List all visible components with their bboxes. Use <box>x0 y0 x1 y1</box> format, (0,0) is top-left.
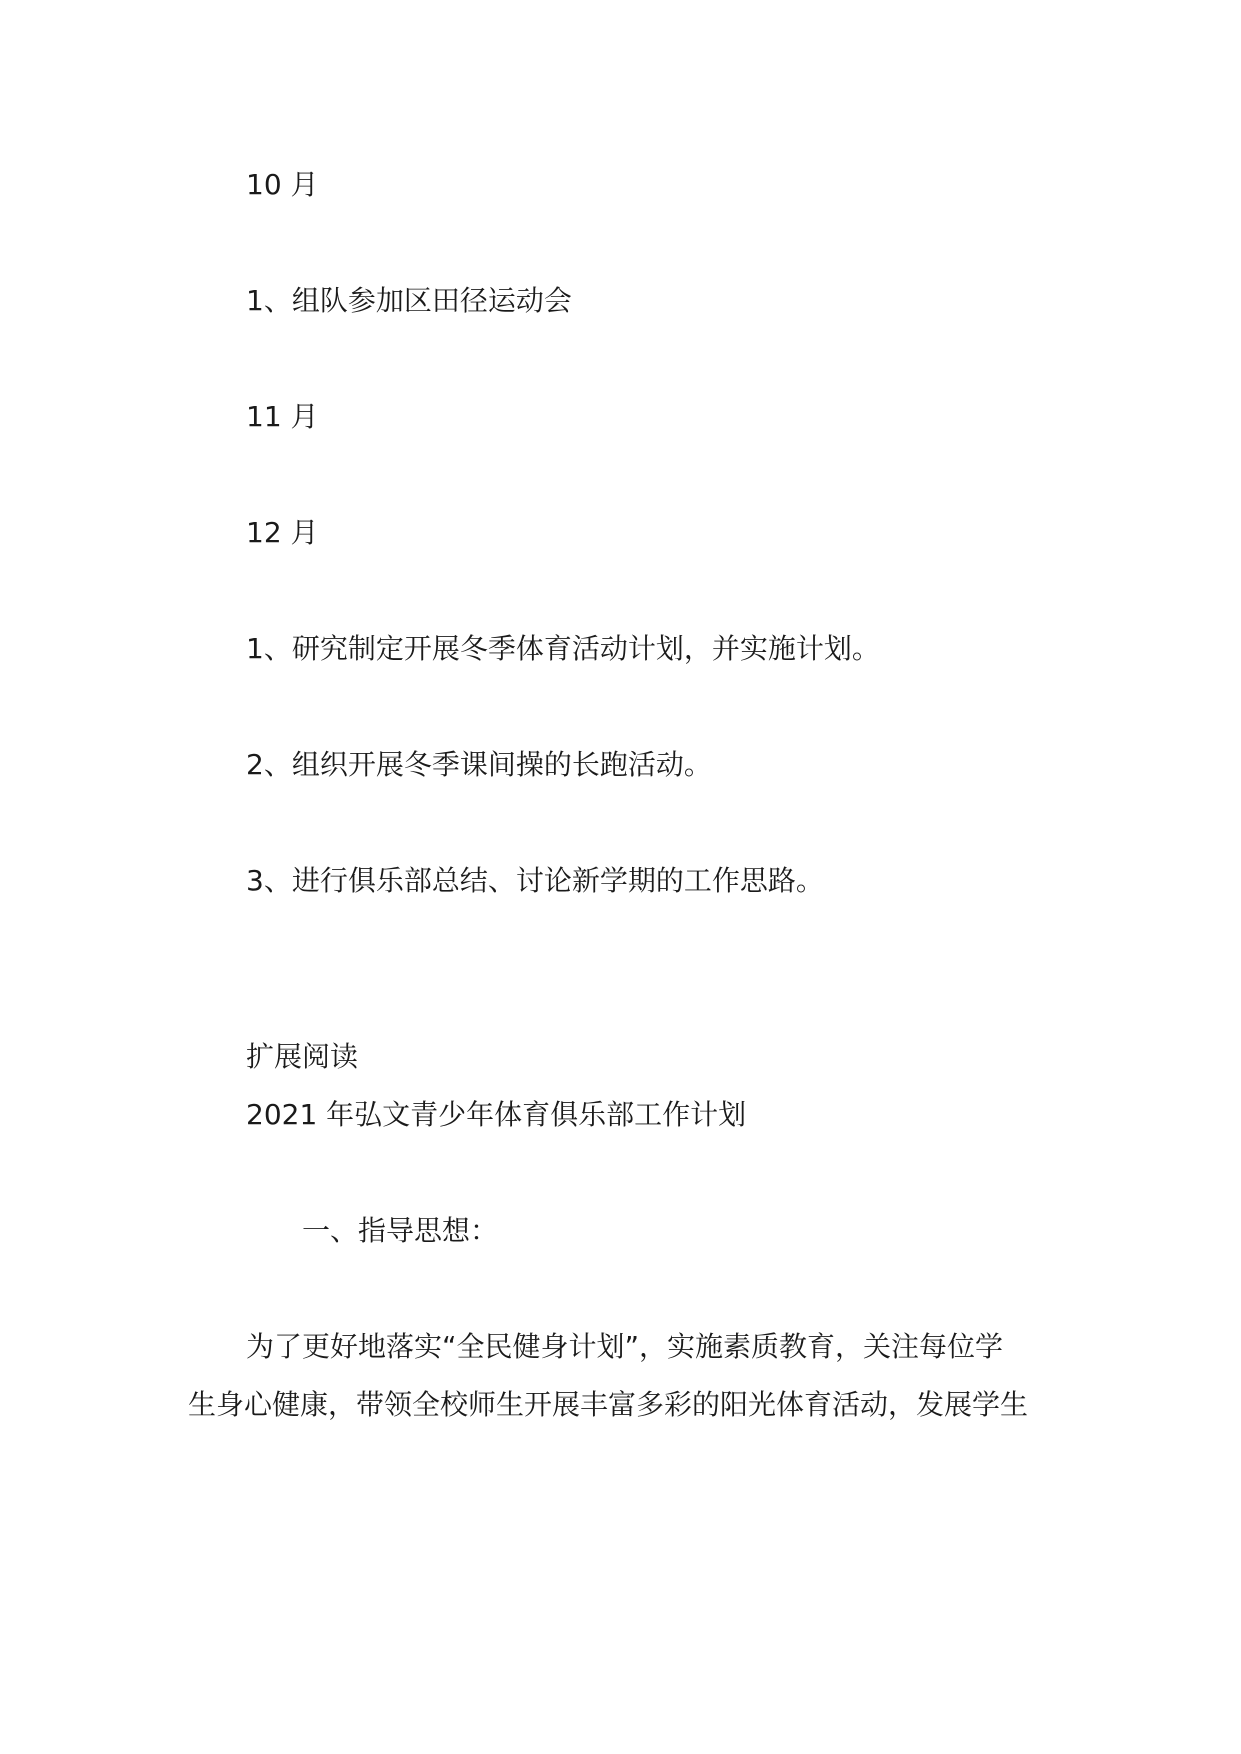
month-heading-october: 10 月 <box>246 168 319 201</box>
extended-reading-label: 扩展阅读 <box>246 1040 359 1073</box>
month-heading-december: 12 月 <box>246 516 319 549</box>
plan-title: 2021 年弘文青少年体育俱乐部工作计划 <box>246 1098 747 1131</box>
december-item-3: 3、进行俱乐部总结、讨论新学期的工作思路。 <box>246 864 824 897</box>
paragraph-line-1: 为了更好地落实“全民健身计划”，实施素质教育，关注每位学 <box>246 1330 1004 1363</box>
december-item-2: 2、组织开展冬季课间操的长跑活动。 <box>246 748 712 781</box>
october-item-1: 1、组队参加区田径运动会 <box>246 284 572 317</box>
guiding-ideology-paragraph <box>188 1327 1058 1425</box>
december-item-1: 1、研究制定开展冬季体育活动计划，并实施计划。 <box>246 632 880 665</box>
paragraph-line-2: 生身心健康，带领全校师生开展丰富多彩的阳光体育活动，发展学生 <box>188 1388 1029 1421</box>
month-heading-november: 11 月 <box>246 400 319 433</box>
section-heading: 一、指导思想： <box>302 1214 499 1247</box>
